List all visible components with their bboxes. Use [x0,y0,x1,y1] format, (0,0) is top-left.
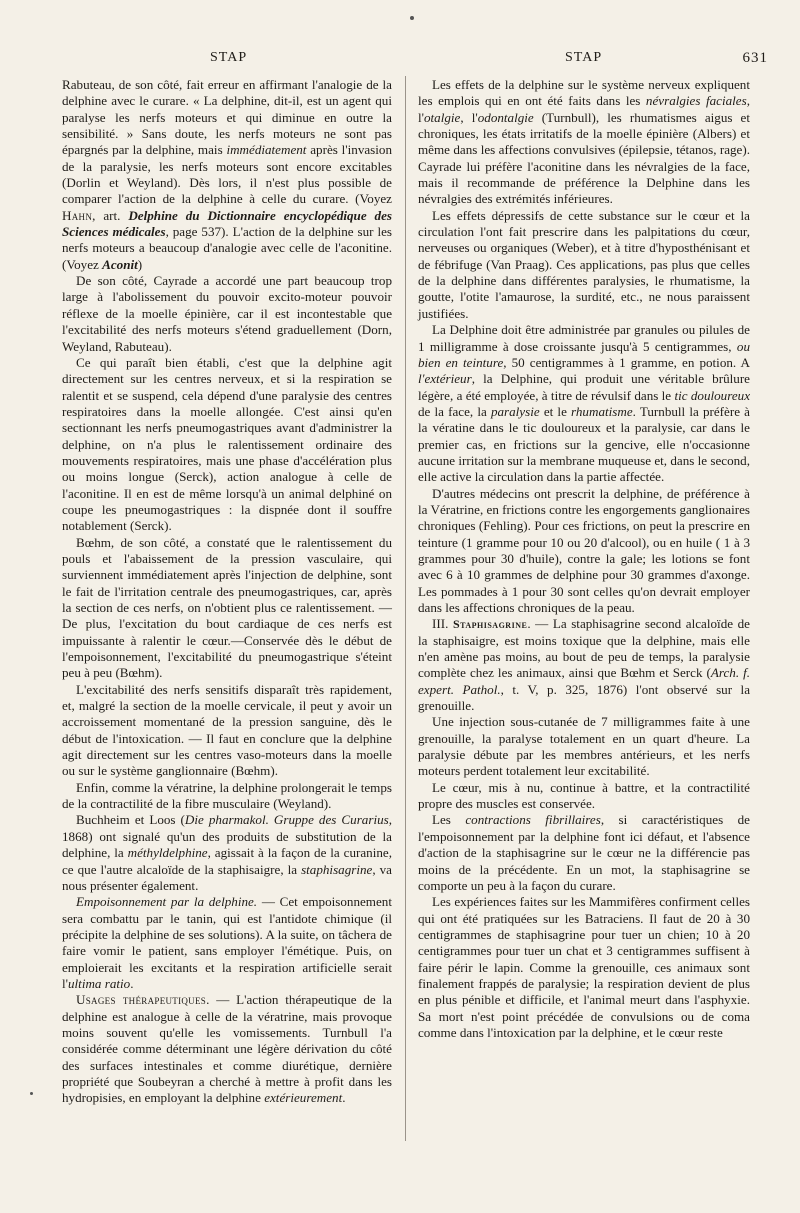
print-mark [30,1092,33,1095]
paragraph: Ce qui paraît bien établi, c'est que la delphine agit directement sur les centres nerveux, et si la respiration se ralentit et se suspend, cela dépend d'une paralysie des centres respiratoires dans la moelle allongée. C'est ainsi qu'en sectionnant les nerfs pneumogastriques avant d'administrer la delphine, on n'a plus le ralentissement ordinaire des mouvements respiratoires, mais une phase d'accélération plus ou moins longue (Serck), action analogue à celle de l'aconitine. Il en est de même lorsqu'à un animal delphiné on coupe les pneumogastriques : la dispnée dont il souffre notablement (Serck). [62,354,392,534]
paragraph [418,322,750,485]
left-column [62,77,392,1107]
text: , l' [418,93,750,125]
reference-title: Delphine du Dictionnaire encyclopédique des Sciences médicales [62,207,393,240]
italic-text: méthyldelphine [127,845,208,861]
text: , la Delphine, qui produit une véritable brûlure légère, a été employée, à titre de révulsif dans le [418,371,750,403]
author-name: Hahn [62,207,93,223]
text: . [130,975,134,991]
paragraph: Les expériences faites sur les Mammifères confirment celles qui ont été pratiquées sur les Batraciens. Il faut de 20 à 30 centigrammes de staphisagrine pour tuer un chien; 10 à 20 centigrammes pour tuer un chat et 3 centigrammes suffisent à faire périr le lapin. Comme la grenouille, ces animaux sont finalement frappés de paralysie; la respiration devient de plus en plus pénible et difficile, et l'animal meurt dans l'asphyxie. Sa mort n'est point précédée de convulsions ou de coma comme dans l'intoxication par la delphine, et le cœur reste [418,894,750,1040]
print-mark [410,16,414,20]
italic-text: odontalgie [477,109,534,125]
text: , art. [92,207,129,223]
italic-text: tic douloureux [674,387,750,403]
paragraph [418,812,750,894]
reference-title: Aconit [102,256,138,272]
section-heading: Empoisonnement par la delphine. [76,894,258,910]
text: , page 537). L'action de la delphine sur les nerfs moteurs a beaucoup d'analogie avec celle de l'aconitine. (Voyez [62,224,393,272]
text: . — La staphisagrine second alcaloïde de la staphisaigre, est moins toxique que la delphine, mais elle n'en amène pas moins, au bout de peu de temps, la paralysie complète chez les animaux, ainsi que Bœhm et Serck ( [418,616,750,681]
text: . Turnbull la préfère à la vératine dans le tic douloureux et la paralysie, car dans le premier cas, en frictions sur la gencive, elle n'occasionne aucune irritation sur la membrane muqueuse et, dans le second, elle active la circulation dans la partie affectée. [418,403,750,485]
text: — Cet empoisonnement sera combattu par le tanin, qui est l'antidote chimique (il précipite la delphine de ses solutions). A la suite, on tâchera de faire vomir le patient, sans employer l'émétique. Puis, on emploierait les excitants et la respiration artificielle serait l' [62,894,392,991]
text: Les effets de la delphine sur le système nerveux expliquent les emplois qui en ont été faits dans les [418,77,750,109]
section-number: III. [432,616,449,632]
text: La Delphine doit être administrée par granules ou pilules de 1 milligramme à dose croissante jusqu'à 5 centigrammes, [418,322,750,354]
paragraph: D'autres médecins ont prescrit la delphine, de préférence à la Vératrine, en frictions contre les engorgements ganglionaires chroniques (Fehling). Pour ces frictions, on peut la prescrire en teinture (1 gramme pour 10 ou 20 d'alcool), ou en huile ( 1 à 3 grammes pour 30 d'huile), contre la gale; les lotions se font avec 6 à 10 grammes de delphine pour 30 grammes d'axonge. Les pommades à 1 pour 30 sont celles qu'on devrait employer dans les affections chroniques de la peau. [418,485,750,615]
paragraph: Le cœur, mis à nu, continue à battre, et la contractilité propre des muscles est conservée. [418,779,750,812]
paragraph [62,812,392,894]
header-right: STAP [565,50,603,65]
paragraph [62,894,392,992]
text: après l'invasion de la paralysie, les nerfs moteurs sont encore excitables (Dorlin et Weyland). Dès lors, il n'est plus possible de comparer l'action de la delphine à celle du curare. (Voyez [62,142,393,207]
right-column [418,77,750,1041]
text: Les [432,812,466,828]
paragraph: De son côté, Cayrade a accordé une part beaucoup trop large à l'abolissement du pouvoir excito-moteur pouvoir réflexe de la moelle épinière, car il est incontestable que l'excitabilité des nerfs moteurs s'étend graduellement (Dorn, Weyland, Rabuteau). [62,273,392,354]
text: , agissait à la façon de la curanine, ce que l'autre alcaloïde de la staphisaigre, la [62,845,392,877]
text: Rabuteau, de son côté, fait erreur en affirmant l'analogie de la delphine avec le curare. « La delphine, dit-il, est un agent qui paralyse les nerfs moteurs et qui diminue en outre la sensibilité. » Sans doute, les nerfs moteurs ne sont pas épargnés par la delphine, mais [62,77,392,158]
text: (Turnbull), les rhumatismes aigus et chroniques, les états irritatifs de la moelle épinière (Albers) et même dans les affections convulsives (épilepsie, tétanos, rage). Cayrade lui préfère l'aconitine dans les névralgies de la face, mais il recommande de préférence la Delphine dans les névralgies des extrémités inférieures. [418,109,750,207]
paragraph: Les effets dépressifs de cette substance sur le cœur et la circulation l'ont fait prescrire dans les palpitations du cœur, nerveuses ou organiques (Weber), et à titre d'hyposthénisant et de fébrifuge (Van Praag). Ces applications, pas plus que celles de la delphine dans différentes paralysies, le rhumatisme, la goutte, l'otite l'amaurose, la surdité, etc., ne nous paraissent justifiées. [418,207,750,321]
paragraph [62,992,392,1106]
italic-text: otalgie [424,109,461,125]
section-heading: Staphisagrine [452,617,528,632]
italic-text: rhumatisme [571,403,633,419]
text: , si caractéristiques de l'empoisonnement par la delphine font ici défaut, et l'absence d'action de la staphisagrine sur le cœur ne la différencie pas moins de la précédente. En un mot, la staphisagrine se comporte un peu à la façon du curare. [418,812,750,893]
italic-text: staphisagrine [301,861,373,877]
italic-text: paralysie [490,403,540,419]
paragraph [418,616,750,714]
paragraph: Enfin, comme la vératrine, la delphine prolongerait le temps de la contractilité de la fibre musculaire (Weyland). [62,779,392,812]
paragraph: Une injection sous-cutanée de 7 milligrammes faite à une grenouille, la paralyse totalement en un quart d'heure. La paralysie débute par les membres antérieurs, et les nerfs moteurs perdent totalement leur excitabilité. [418,714,750,779]
running-header [60,50,768,70]
text: de la face, la [418,403,491,419]
header-left: STAP [210,50,248,65]
text: . [342,1090,346,1106]
text: ) [137,256,143,272]
text: , t. V, p. 325, 1876) l'ont observé sur la grenouille. [418,681,751,714]
page-number: 631 [742,50,768,66]
text: , l' [460,109,478,125]
italic-text: extérieurement [264,1090,343,1106]
text: , va nous présenter également. [62,861,392,893]
text: . — L'action thérapeutique de la delphine est analogue à celle de la vératrine, mais provoque moins souvent qu'elle les vomissements. Turnbull l'a considérée comme déterminant une légère dérivation du côté des surfaces intestinales et comme diurétique, dernière propriété que Soubeyran a cherché à mettre à profit dans les hydropisies, en employant la delphine [62,992,392,1106]
text: Buchheim et Loos ( [76,812,185,828]
paragraph [62,77,392,273]
section-heading: Usages thérapeutiques [76,992,207,1008]
italic-text: ou bien en teinture [418,338,750,370]
paragraph [418,77,750,208]
italic-text: Die pharmakol. Gruppe des Curarius [184,812,389,828]
paragraph: L'excitabilité des nerfs sensitifs disparaît très rapidement, et, malgré la section de la moelle cervicale, il peut y avoir un accroissement momentané de la pression sanguine, dès le début de l'intoxication. — Il faut en conclure que la delphine agit directement sur les centres vaso-moteurs dans la moelle ou sur le système ganglionnaire (Bœhm). [62,681,392,779]
italic-text: ultima ratio [68,975,131,991]
italic-text: Arch. f. expert. Pathol. [418,665,750,697]
italic-text: névralgies faciales [645,93,747,109]
italic-text: contractions fibrillaires [465,812,601,828]
text: , 1868) ont signalé qu'un des produits de substitution de la delphine, la [62,812,393,861]
italic-text: immédiatement [226,142,307,158]
italic-text: l'extérieur [418,371,472,387]
text: et le [539,403,572,419]
text: , 50 centigrammes à 1 gramme, en potion. A [503,354,750,370]
paragraph: Bœhm, de son côté, a constaté que le ralentissement du pouls et l'abaissement de la pression vasculaire, qui surviennent immédiatement après l'injection de delphine, sont le fait de l'irritation centrale des pneumogastriques, car, après la section de ces nerfs, on n'obtient plus ce ralentissement. — De plus, l'excitation du bout cardiaque de ces nerfs est impuissante à ralentir le cœur.—Conservée dès le début de l'empoisonnement, l'excitabilité du pneumogastrique s'éteint peu à peu (Bœhm). [62,534,392,681]
column-divider [405,76,406,1141]
